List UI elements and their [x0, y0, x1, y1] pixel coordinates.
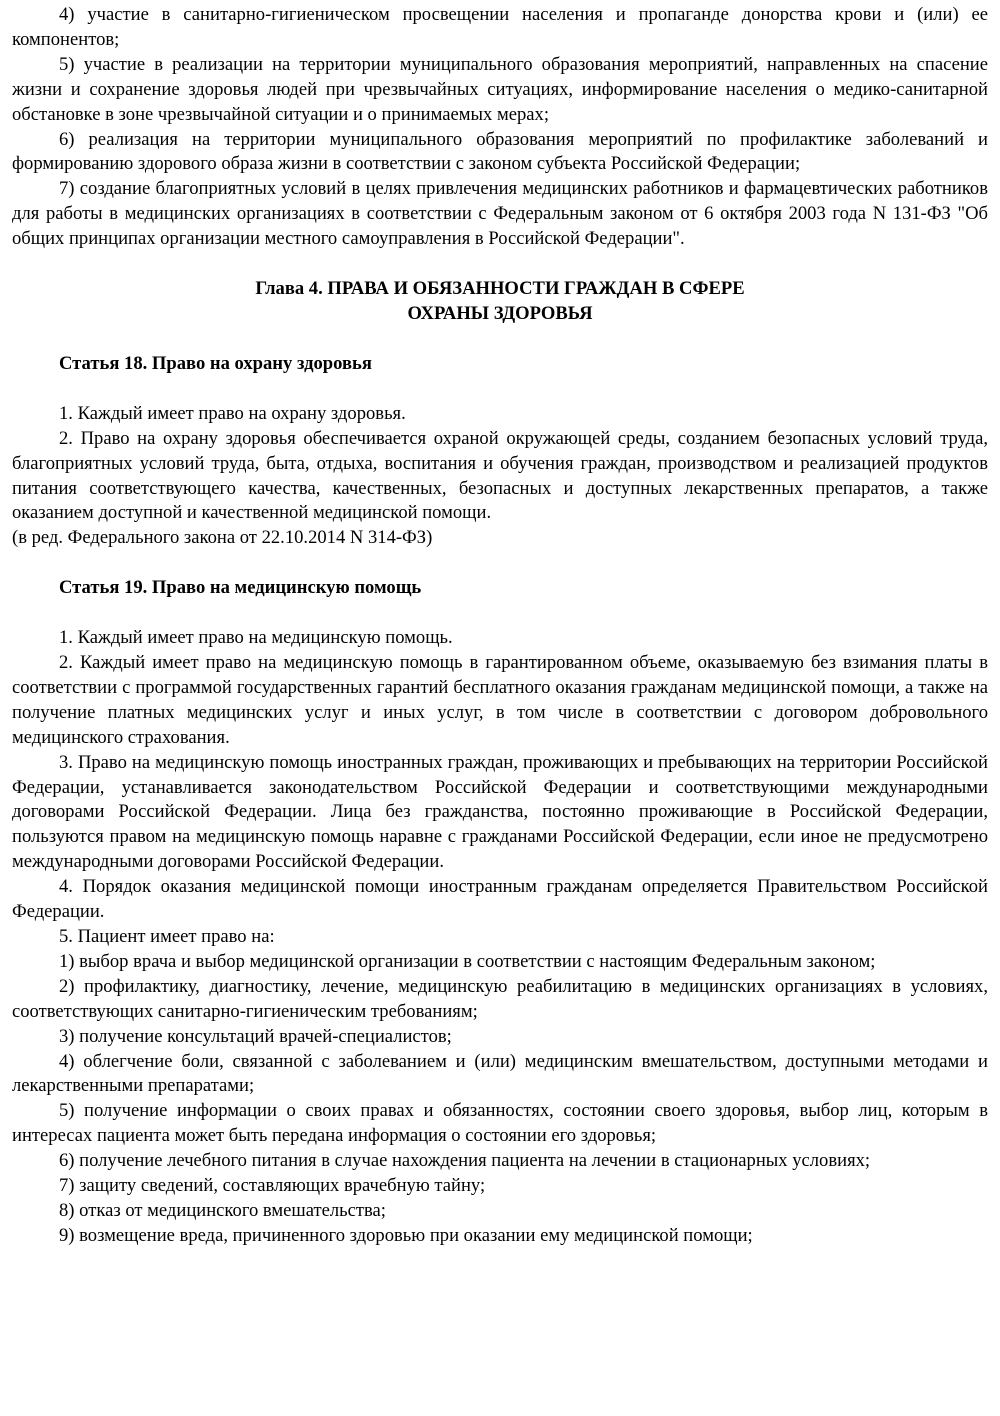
chapter-heading	[12, 277, 988, 327]
patient-right-item: 8) отказ от медицинского вмешательства;	[59, 1199, 386, 1221]
article-19-paragraph-5: 5. Пациент имеет право на:	[59, 926, 275, 947]
patient-right-item: 6) получение лечебного питания в случае нахождения пациента на лечении в стационарных условиях;	[59, 1150, 871, 1172]
patient-right-item: 1) выбор врача и выбор медицинской организации в соответствии с настоящим Федеральным законом;	[59, 950, 876, 972]
paragraph-item-6: 6) реализация на территории муниципального образования мероприятий по профилактике заболеваний и формированию здорового образа жизни в соответствии с законом субъекта Российской Федерации;	[12, 128, 988, 175]
article-18-title: Статья 18. Право на охрану здоровья	[59, 352, 372, 374]
article-18-amendment-note: (в ред. Федерального закона от 22.10.2014 N 314-ФЗ)	[12, 527, 433, 549]
patient-right-item: 9) возмещение вреда, причиненного здоровью при оказании ему медицинской помощи;	[59, 1224, 753, 1246]
article-19-paragraph-2: 2. Каждый имеет право на медицинскую помощь в гарантированном объеме, оказываемую без взимания платы в соответствии с программой государственных гарантий бесплатного оказания гражданам медицинской помощи, а также на получение платных медицинских услуг и иных услуг, в том числе в соответствии с договором добровольного медицинского страхования.	[12, 652, 988, 748]
paragraph-item-7: 7) создание благоприятных условий в целях привлечения медицинских работников и фармацевтических работников для работы в медицинских организациях в соответствии с Федеральным законом от 6 октября 2003 года N 131-ФЗ "Об общих принципах организации местного самоуправления в Российской Федерации".	[12, 178, 988, 250]
paragraph-item-5: 5) участие в реализации на территории муниципального образования мероприятий, направленных на спасение жизни и сохранение здоровья людей при чрезвычайных ситуациях, информирование населения о медико-санитарной обстановке в зоне чрезвычайной ситуации и о принимаемых мерах;	[12, 53, 988, 125]
article-19-title: Статья 19. Право на медицинскую помощь	[59, 577, 422, 599]
patient-right-item: 7) защиту сведений, составляющих врачебную тайну;	[59, 1175, 486, 1197]
patient-right-item: 5) получение информации о своих правах и обязанностях, состоянии своего здоровья, выбор лиц, которым в интересах пациента может быть передана информация о состоянии его здоровья;	[12, 1100, 988, 1147]
patient-right-item: 4) облегчение боли, связанной с заболеванием и (или) медицинским вмешательством, доступными методами и лекарственными препаратами;	[12, 1050, 988, 1097]
paragraph-item-4: 4) участие в санитарно-гигиеническом просвещении населения и пропаганде донорства крови и (или) ее компонентов;	[12, 4, 988, 50]
article-19-paragraph-4: 4. Порядок оказания медицинской помощи иностранным гражданам определяется Правительством Российской Федерации.	[12, 876, 988, 923]
article-18-paragraph-2: 2. Право на охрану здоровья обеспечивается охраной окружающей среды, созданием безопасных условий труда, благоприятных условий труда, быта, отдыха, воспитания и обучения граждан, производством и реализацией продуктов питания соответствующего качества, качественных, безопасных и доступных лекарственных препаратов, а также оказанием доступной и качественной медицинской помощи.	[12, 427, 988, 524]
article-18-paragraph-1: 1. Каждый имеет право на охрану здоровья.	[59, 402, 406, 424]
chapter-heading-line-2: ОХРАНЫ ЗДОРОВЬЯ	[407, 302, 593, 324]
patient-right-item: 3) получение консультаций врачей-специалистов;	[59, 1025, 452, 1047]
patient-right-item: 2) профилактику, диагностику, лечение, медицинскую реабилитацию в медицинских организациях в условиях, соответствующих санитарно-гигиеническим требованиям;	[12, 975, 988, 1022]
article-19-paragraph-3: 3. Право на медицинскую помощь иностранных граждан, проживающих и пребывающих на территории Российской Федерации, устанавливается законодательством Российской Федерации и соответствующими международными договорами Российской Федерации. Лица без гражданства, постоянно проживающие в Российской Федерации, пользуются правом на медицинскую помощь наравне с гражданами Российской Федерации, если иное не предусмотрено международными договорами Российской Федерации.	[12, 751, 988, 873]
article-19-paragraph-1: 1. Каждый имеет право на медицинскую помощь.	[59, 627, 453, 649]
chapter-heading-line-1: Глава 4. ПРАВА И ОБЯЗАННОСТИ ГРАЖДАН В СФЕРЕ	[255, 278, 745, 300]
